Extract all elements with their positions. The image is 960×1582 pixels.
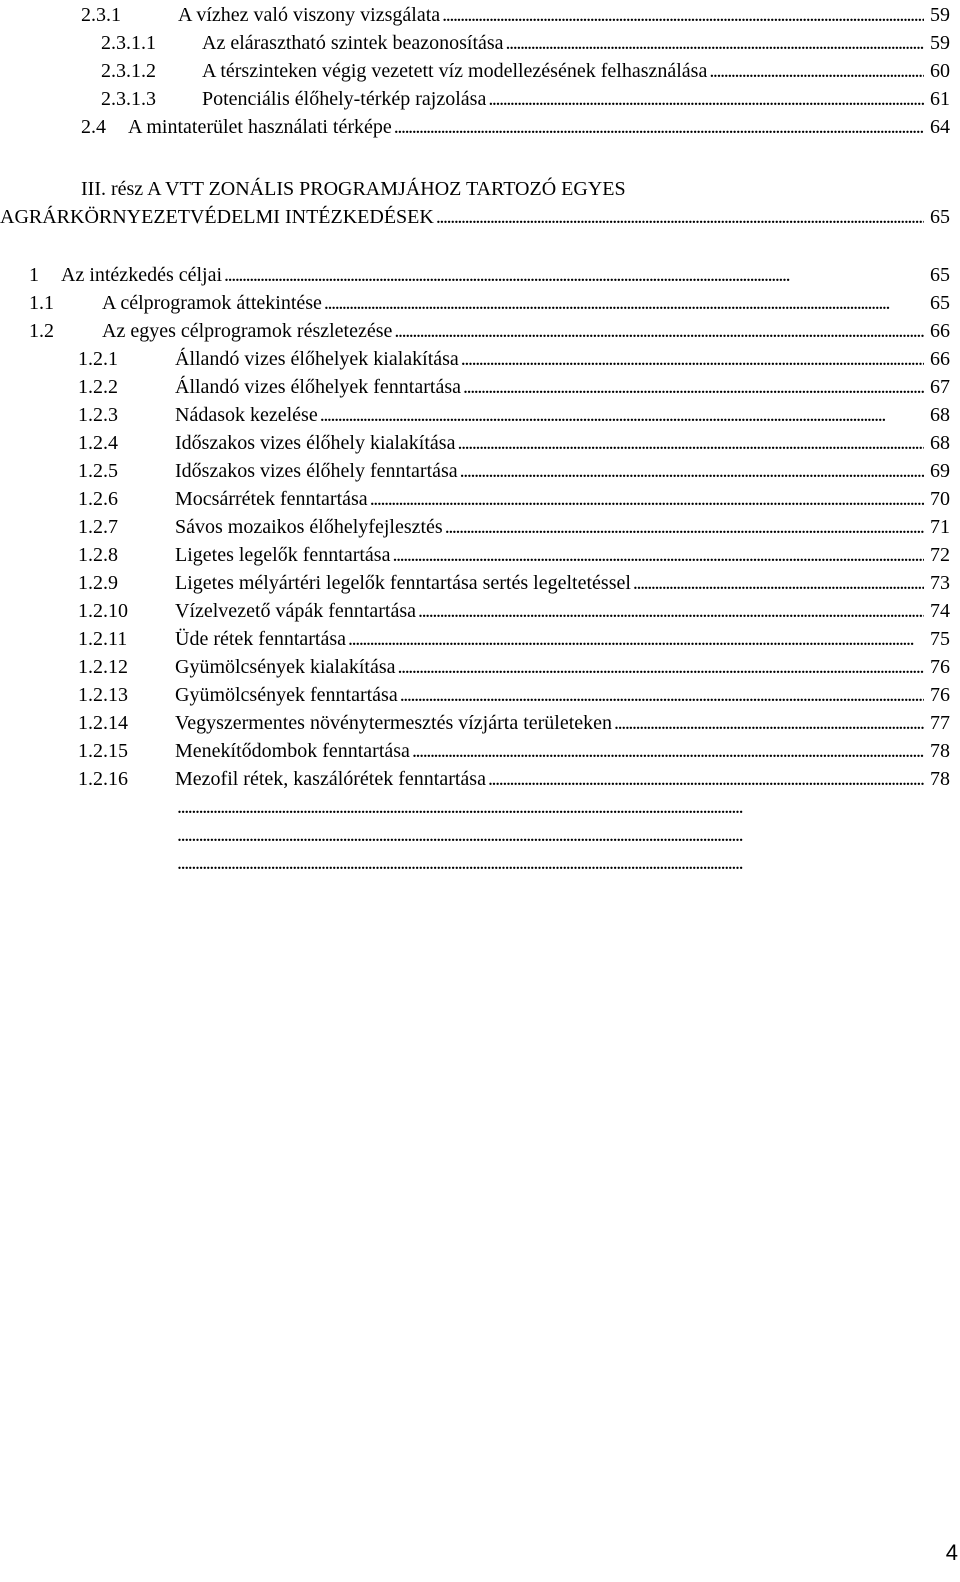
toc-entry[interactable] <box>101 30 950 56</box>
toc-entry-title: Mezofil rétek, kaszálórétek fenntartása <box>175 768 486 790</box>
toc-entry-page: 78 <box>930 740 950 762</box>
toc-entry-number: 1.2.10 <box>78 600 128 622</box>
dot-leader <box>398 654 925 680</box>
dot-leader <box>400 682 924 708</box>
toc-entry-title: Mocsárrétek fenntartása <box>175 488 368 510</box>
toc-entry-page: 68 <box>930 404 950 426</box>
toc-entry-page: 73 <box>930 572 950 594</box>
toc-entry[interactable] <box>78 402 950 428</box>
toc-entry-page: 76 <box>930 656 950 678</box>
toc-entry-title: Ligetes mélyártéri legelők fenntartása sertés legeltetéssel <box>175 572 631 594</box>
dot-leader <box>177 822 924 848</box>
toc-entry-number: 1.2.2 <box>78 376 118 398</box>
toc-entry-title: Állandó vizes élőhelyek kialakítása <box>175 348 459 370</box>
toc-entry-title: Vízelvezető vápák fenntartása <box>175 600 416 622</box>
dot-leader <box>436 204 924 230</box>
toc-entry[interactable] <box>101 86 950 112</box>
toc-entry-title: Időszakos vizes élőhely kialakítása <box>175 432 456 454</box>
toc-entry[interactable] <box>81 114 950 140</box>
part-heading-line-2: AGRÁRKÖRNYEZETVÉDELMI INTÉZKEDÉSEK <box>0 206 434 228</box>
toc-entry[interactable] <box>78 542 950 568</box>
toc-entry-page: 59 <box>930 4 950 26</box>
dot-leader <box>392 542 924 568</box>
toc-entry[interactable] <box>78 794 950 820</box>
toc-entry-number: 1.2.14 <box>78 712 128 734</box>
toc-entry-title: Ligetes legelők fenntartása <box>175 544 391 566</box>
dot-leader <box>488 86 924 112</box>
toc-entry-number: 1.2.12 <box>78 656 128 678</box>
toc-entry-title: A térszinteken végig vezetett víz modellezésének felhasználása <box>202 60 708 82</box>
toc-entry-number: 1.2.1 <box>78 348 118 370</box>
dot-leader <box>709 58 924 84</box>
dot-leader <box>633 570 924 596</box>
dot-leader <box>324 290 924 316</box>
toc-entry[interactable] <box>29 262 950 288</box>
toc-entry-title: Gyümölcsények fenntartása <box>175 684 398 706</box>
toc-entry-title: Állandó vizes élőhelyek fenntartása <box>175 376 461 398</box>
toc-entry[interactable] <box>29 290 950 316</box>
toc-entry-number: 1.2.7 <box>78 516 118 538</box>
toc-entry-page: 61 <box>930 88 950 110</box>
toc-entry[interactable] <box>78 570 950 596</box>
toc-entry-page: 75 <box>930 628 950 650</box>
toc-entry-page: 77 <box>930 712 950 734</box>
part-heading-entry[interactable] <box>0 204 950 230</box>
toc-entry[interactable] <box>81 2 950 28</box>
toc-entry-page: 69 <box>930 460 950 482</box>
page-number: 4 <box>945 1540 958 1565</box>
toc-entry-title: A vízhez való viszony vizsgálata <box>178 4 441 26</box>
toc-entry-title: Nádasok kezelése <box>175 404 318 426</box>
toc-entry-number: 1.1 <box>29 292 54 314</box>
toc-entry-page: 74 <box>930 600 950 622</box>
toc-entry-page: 68 <box>930 432 950 454</box>
dot-leader <box>394 114 924 140</box>
toc-entry-title: Üde rétek fenntartása <box>175 628 347 650</box>
toc-entry-page: 65 <box>930 264 950 286</box>
toc-entry-page: 66 <box>930 348 950 370</box>
dot-leader <box>614 710 924 736</box>
dot-leader <box>442 2 924 28</box>
dot-leader <box>348 626 924 652</box>
toc-entry[interactable] <box>29 318 950 344</box>
toc-entry-title: Sávos mozaikos élőhelyfejlesztés <box>175 516 443 538</box>
toc-entry[interactable] <box>101 58 950 84</box>
dot-leader <box>177 794 924 820</box>
toc-entry[interactable] <box>78 850 950 876</box>
toc-entry[interactable] <box>78 346 950 372</box>
toc-entry-page: 64 <box>930 116 950 138</box>
toc-entry-title: A célprogramok áttekintése <box>102 292 322 314</box>
dot-leader <box>320 402 924 428</box>
toc-entry[interactable] <box>78 598 950 624</box>
dot-leader <box>460 458 924 484</box>
part-heading-line-1: III. rész A VTT ZONÁLIS PROGRAMJÁHOZ TARTOZÓ EGYES <box>81 178 626 200</box>
dot-leader <box>457 430 924 456</box>
toc-entry-number: 1 <box>29 264 39 286</box>
toc-entry-number: 1.2 <box>29 320 54 342</box>
toc-entry[interactable] <box>78 626 950 652</box>
toc-entry-title: Időszakos vizes élőhely fenntartása <box>175 460 458 482</box>
toc-entry-title: Vegyszermentes növénytermesztés vízjárta területeken <box>175 712 613 734</box>
toc-entry-number: 1.2.5 <box>78 460 118 482</box>
toc-entry-number: 1.2.8 <box>78 544 118 566</box>
toc-entry[interactable] <box>78 514 950 540</box>
dot-leader <box>370 486 924 512</box>
dot-leader <box>463 374 924 400</box>
toc-entry-title: Menekítődombok fenntartása <box>175 740 410 762</box>
toc-entry[interactable] <box>78 654 950 680</box>
toc-entry-page: 65 <box>930 292 950 314</box>
dot-leader <box>224 262 924 288</box>
toc-entry[interactable] <box>78 682 950 708</box>
dot-leader <box>445 514 924 540</box>
toc-entry-number: 1.2.16 <box>78 768 128 790</box>
toc-entry-page: 65 <box>930 206 950 228</box>
dot-leader <box>412 738 924 764</box>
toc-entry-number: 1.2.6 <box>78 488 118 510</box>
dot-leader <box>506 30 924 56</box>
toc-entry-number: 1.2.15 <box>78 740 128 762</box>
toc-entry-number: 1.2.11 <box>78 628 128 650</box>
toc-entry-number: 2.4 <box>81 116 106 138</box>
toc-entry[interactable] <box>78 766 950 792</box>
toc-entry-page: 76 <box>930 684 950 706</box>
toc-entry-title: Az elárasztható szintek beazonosítása <box>202 32 504 54</box>
dot-leader <box>394 318 924 344</box>
toc-entry-number: 2.3.1.3 <box>101 88 156 110</box>
toc-entry[interactable] <box>78 458 950 484</box>
toc-entry-number: 1.2.4 <box>78 432 118 454</box>
toc-entry-page: 70 <box>930 488 950 510</box>
toc-entry-number: 2.3.1.1 <box>101 32 156 54</box>
toc-entry-number: 2.3.1.2 <box>101 60 156 82</box>
toc-entry-page: 72 <box>930 544 950 566</box>
toc-entry[interactable] <box>78 822 950 848</box>
dot-leader <box>418 598 924 624</box>
toc-entry-title: A mintaterület használati térképe <box>128 116 392 138</box>
toc-entry[interactable] <box>78 430 950 456</box>
toc-entry-page: 60 <box>930 60 950 82</box>
toc-entry-page: 67 <box>930 376 950 398</box>
toc-entry-number: 2.3.1 <box>81 4 121 26</box>
dot-leader <box>461 346 924 372</box>
toc-entry-page: 59 <box>930 32 950 54</box>
toc-entry-title: Gyümölcsények kialakítása <box>175 656 396 678</box>
dot-leader <box>177 850 924 876</box>
toc-entry-title: Az intézkedés céljai <box>61 264 223 286</box>
toc-entry-page: 71 <box>930 516 950 538</box>
toc-entry-title: Potenciális élőhely-térkép rajzolása <box>202 88 487 110</box>
toc-entry-number: 1.2.9 <box>78 572 118 594</box>
toc-entry[interactable] <box>78 738 950 764</box>
toc-entry-title: Az egyes célprogramok részletezése <box>102 320 393 342</box>
toc-entry[interactable] <box>78 710 950 736</box>
toc-entry-page: 78 <box>930 768 950 790</box>
toc-entry-number: 1.2.3 <box>78 404 118 426</box>
toc-entry-number: 1.2.13 <box>78 684 128 706</box>
toc-entry-page: 66 <box>930 320 950 342</box>
dot-leader <box>488 766 924 792</box>
toc-entry[interactable] <box>78 374 950 400</box>
toc-entry[interactable] <box>78 486 950 512</box>
